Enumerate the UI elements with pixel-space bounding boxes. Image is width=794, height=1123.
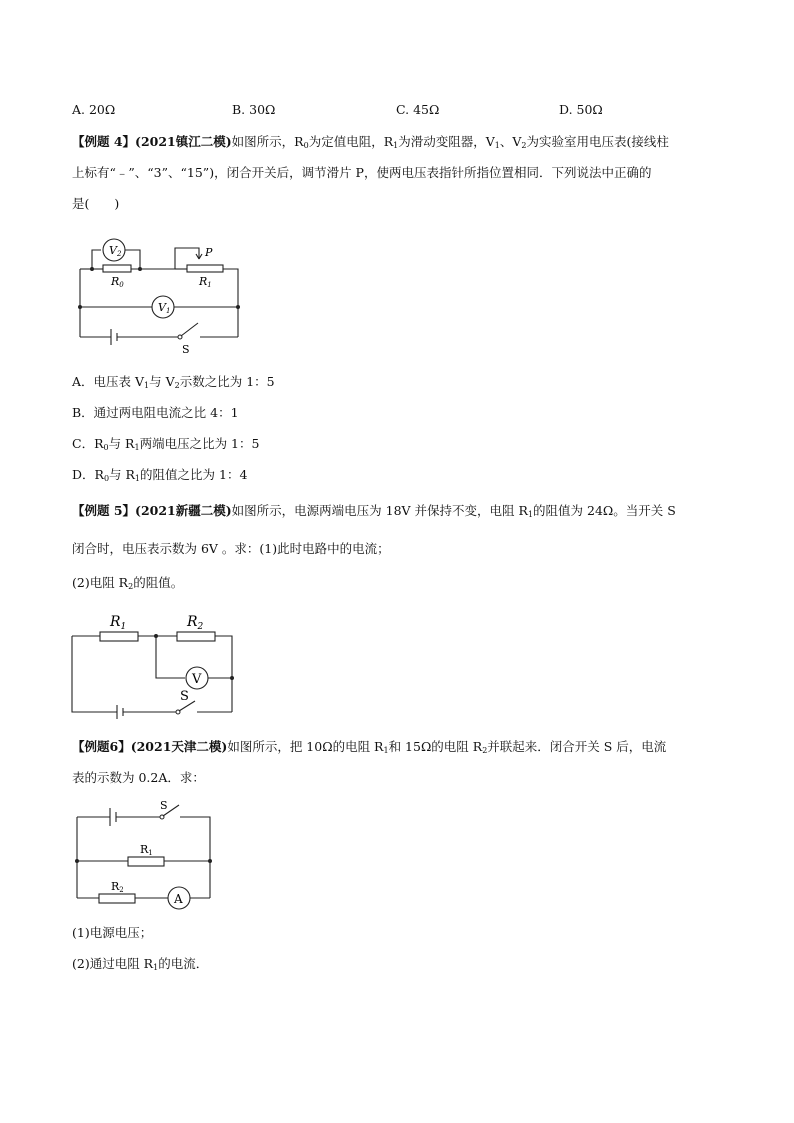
- q6-line2: 表的示数为 0.2A．求：: [72, 770, 205, 785]
- q4-fig-p-label: P: [205, 246, 213, 259]
- q5-circuit-diagram: [70, 608, 240, 720]
- q6-tag: 【例题6】(2021天津二模): [72, 739, 228, 754]
- q6-circuit-diagram: [72, 800, 222, 915]
- q5-fig-v-label: V: [192, 672, 202, 687]
- q3-option-c: C. 45Ω: [396, 102, 440, 117]
- q6-line1: 【例题6】(2021天津二模)如图所示，把 10Ω的电阻 $R_1$和 15Ω的电阻 $R_2$并联起来．闭合开关 S 后，电流: [72, 739, 667, 755]
- q4-fig-s-label: S: [182, 343, 190, 356]
- q4-fig-v1-label: V1: [158, 301, 171, 315]
- q4-option-c: C．$R_0$与 $R_1$两端电压之比为 1：5: [72, 436, 260, 452]
- q5-line3: (2)电阻 $R_2$的阻值。: [72, 575, 184, 591]
- q6-fig-a-label: A: [174, 892, 183, 906]
- q4-line1: 【例题 4】(2021镇江二模)如图所示，$R_0$为定值电阻，$R_1$为滑动变阻器，$V_1$、$V_2$为实验室用电压表(接线柱: [72, 134, 669, 150]
- q4-line3: 是( ): [72, 196, 120, 211]
- q3-option-a: A. 20Ω: [72, 102, 116, 117]
- q4-fig-v2-label: V2: [109, 244, 122, 258]
- q5-line2: 闭合时，电压表示数为 6V 。求：(1)此时电路中的电流；: [72, 541, 390, 556]
- q5-fig-r2-label: $R_2$: [187, 614, 204, 632]
- q4-option-b: B．通过两电阻电流之比 4：1: [72, 405, 239, 420]
- q4-fig-r0-label: R0: [111, 275, 124, 289]
- q5-fig-r1-label: $R_1$: [110, 614, 127, 632]
- q3-option-d: D. 50Ω: [559, 102, 603, 117]
- q4-tag: 【例题 4】(2021镇江二模): [72, 134, 232, 149]
- q4-fig-r1-label: R1: [199, 275, 212, 289]
- q5-line1: 【例题 5】(2021新疆二模)如图所示，电源两端电压为 18V 并保持不变，电阻 $R_1$的阻值为 24Ω。当开关 S: [72, 503, 676, 519]
- q4-line2: 上标有“﹣”、“3”、“15”)，闭合开关后，调节滑片 P，使两电压表指针所指位置相同．下列说法中正确的: [72, 165, 652, 180]
- q5-fig-s-label: S: [180, 689, 189, 704]
- q6-fig-r1-label: R1: [140, 843, 153, 857]
- q6-answer-1: (1)电源电压；: [72, 925, 153, 940]
- q4-option-d: D．$R_0$与 $R_1$的阻值之比为 1：4: [72, 467, 248, 483]
- q4-option-a: A．电压表 $V_1$与 $V_2$示数之比为 1：5: [72, 374, 275, 390]
- q6-fig-r2-label: R2: [111, 880, 124, 894]
- q3-option-b: B. 30Ω: [232, 102, 276, 117]
- q5-tag: 【例题 5】(2021新疆二模): [72, 503, 232, 518]
- q6-fig-s-label: S: [160, 799, 168, 812]
- q6-answer-2: (2)通过电阻 $R_1$的电流．: [72, 956, 209, 972]
- q4-circuit-diagram: [72, 232, 252, 357]
